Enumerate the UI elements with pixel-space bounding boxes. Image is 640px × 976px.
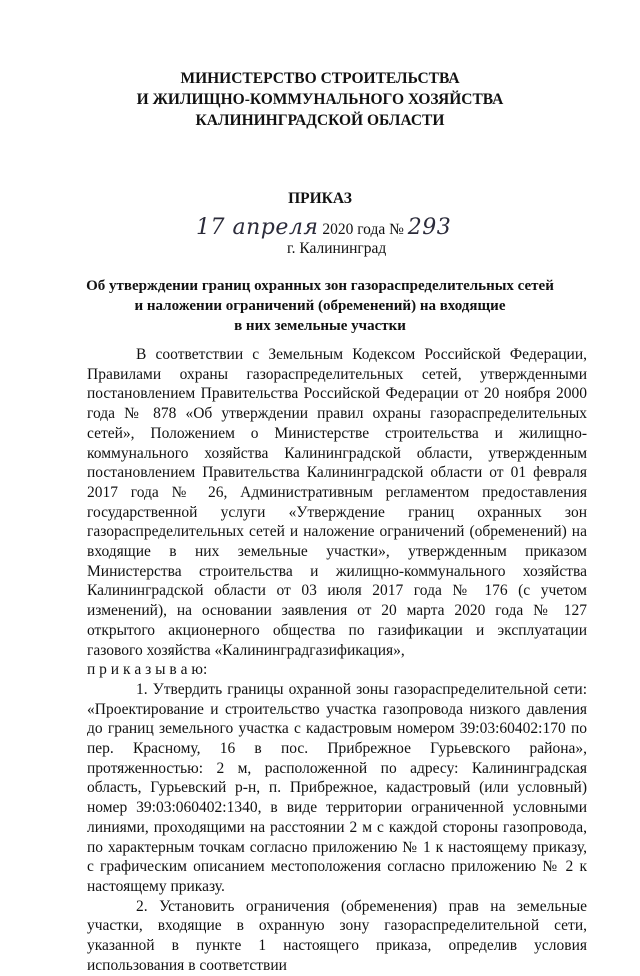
handwritten-date: 17 апреля: [196, 215, 319, 240]
ministry-line-3: КАЛИНИНГРАДСКОЙ ОБЛАСТИ: [195, 112, 445, 129]
ministry-line-1: МИНИСТЕРСТВО СТРОИТЕЛЬСТВА: [180, 70, 460, 87]
decree-word: п р и к а з ы в а ю:: [87, 661, 208, 679]
order-body: [87, 345, 587, 976]
handwritten-order-number: 293: [407, 215, 452, 240]
subject-line-2: и наложении ограничений (обременений) на входящие: [134, 298, 506, 314]
item-1-paragraph: 1. Утвердить границы охранной зоны газораспределительной сети: «Проектирование и строительство участка газопровода низкого давления до границ земельного участка с кадастровым номером 39:03:60402:170 по пер. Красному, 16 в пос. Прибрежное Гурьевского района», протяженностью: 2 м, расположенной по адресу: Калининградская область, Гурьевский р-н, п. Прибрежное, кадастровый (или условный) номер 39:03:060402:1340, в виде территории ограниченной условными линиями, проходящими на расстоянии 2 м с каждой стороны газопровода, по характерным точкам согласно приложению № 1 к настоящему приказу, с графическим описанием местоположения согласно приложению № 2 к настоящему приказу.: [87, 680, 587, 895]
ministry-header: [0, 68, 640, 131]
subject-line-1: Об утверждении границ охранных зон газораспределительных сетей: [86, 278, 554, 294]
order-subject: [0, 276, 640, 336]
ministry-line-2: И ЖИЛИЩНО-КОММУНАЛЬНОГО ХОЗЯЙСТВА: [136, 91, 504, 108]
order-city: г. Калининград: [287, 240, 387, 257]
subject-line-3: в них земельные участки: [234, 318, 406, 334]
order-title: ПРИКАЗ: [288, 190, 352, 207]
preamble-paragraph: В соответствии с Земельным Кодексом Российской Федерации, Правилами охраны газораспределительных сетей, утвержденными постановлением Правительства Российской Федерации от 20 ноября 2000 года № 878 «Об утверждении правил охраны газораспределительных сетей», Положением о Министерстве строительства и жилищно-коммунального хозяйства Калининградской области, утвержденным постановлением Правительства Калининградской области от 01 февраля 2017 года № 26, Административным регламентом предоставления государственной услуги «Утверждение границ охранных зон газораспределительных сетей и наложение ограничений (обременений) на входящие в них земельные участки», утвержденным приказом Министерства строительства и жилищно-коммунального хозяйства Калининградской области от 03 июля 2017 года № 176 (с учетом изменений), на основании заявления от 20 марта 2020 года № 127 открытого акционерного общества по газификации и эксплуатации газового хозяйства «Калининградгазификация»,: [87, 346, 587, 659]
item-2-paragraph: 2. Установить ограничения (обременения) прав на земельные участки, входящие в охранную зону газораспределительной сети, указанной в пункте 1 настоящего приказа, определив условия использования в соответствии: [87, 897, 587, 974]
order-year-text: 2020 года №: [322, 221, 404, 238]
